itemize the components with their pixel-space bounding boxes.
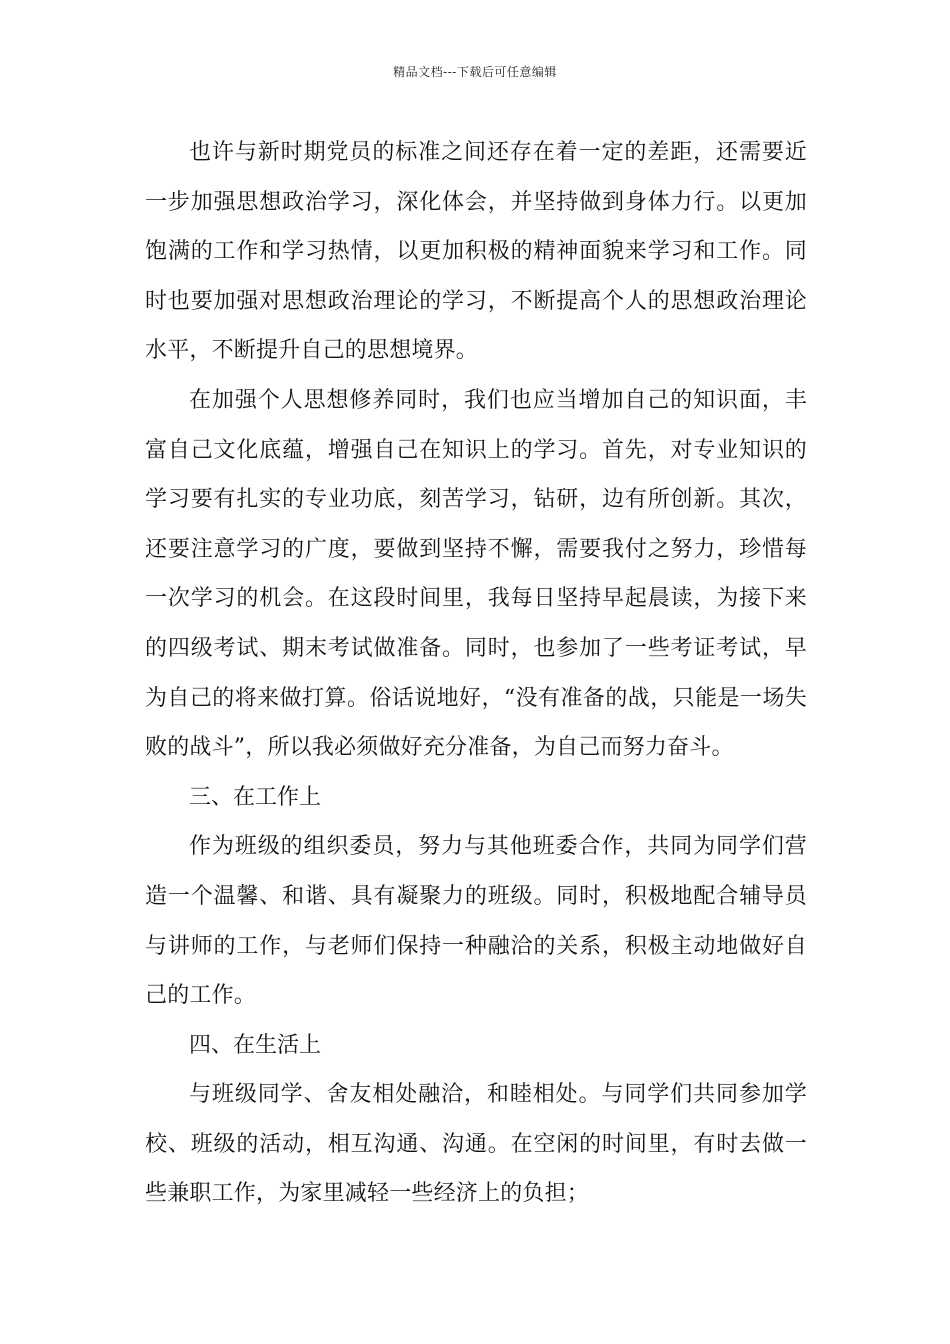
section-heading-work: 三、在工作上 — [189, 784, 322, 810]
paragraph-work: 作为班级的组织委员，努力与其他班委合作，共同为同学们营造一个温馨、和谐、具有凝聚力的班级。同时，积极地配合辅导员与讲师的工作，与老师们保持一种融洽的关系，积极主动地做好自己的工作。 — [145, 834, 807, 1009]
document-body — [145, 128, 807, 1219]
paragraph-political-study: 也许与新时期党员的标准之间还存在着一定的差距，还需要近一步加强思想政治学习，深化体会，并坚持做到身体力行。以更加饱满的工作和学习热情，以更加积极的精神面貌来学习和工作。同时也要加强对思想政治理论的学习，不断提高个人的思想政治理论水平，不断提升自己的思想境界。 — [145, 140, 807, 364]
page-header: 精品文档---下载后可任意编辑 — [393, 65, 557, 79]
paragraph-knowledge-study: 在加强个人思想修养同时，我们也应当增加自己的知识面，丰富自己文化底蕴，增强自己在知识上的学习。首先，对专业知识的学习要有扎实的专业功底，刻苦学习，钻研，边有所创新。其次，还要注意学习的广度，要做到坚持不懈，需要我付之努力，珍惜每一次学习的机会。在这段时间里，我每日坚持早起晨读，为接下来的四级考试、期末考试做准备。同时，也参加了一些考证考试，早为自己的将来做打算。俗话说地好，“没有准备的战，只能是一场失败的战斗”，所以我必须做好充分准备，为自己而努力奋斗。 — [145, 387, 807, 761]
section-heading-life: 四、在生活上 — [189, 1032, 322, 1058]
paragraph-life: 与班级同学、舍友相处融洽，和睦相处。与同学们共同参加学校、班级的活动，相互沟通、沟通。在空闲的时间里，有时去做一些兼职工作，为家里减轻一些经济上的负担； — [145, 1082, 807, 1207]
